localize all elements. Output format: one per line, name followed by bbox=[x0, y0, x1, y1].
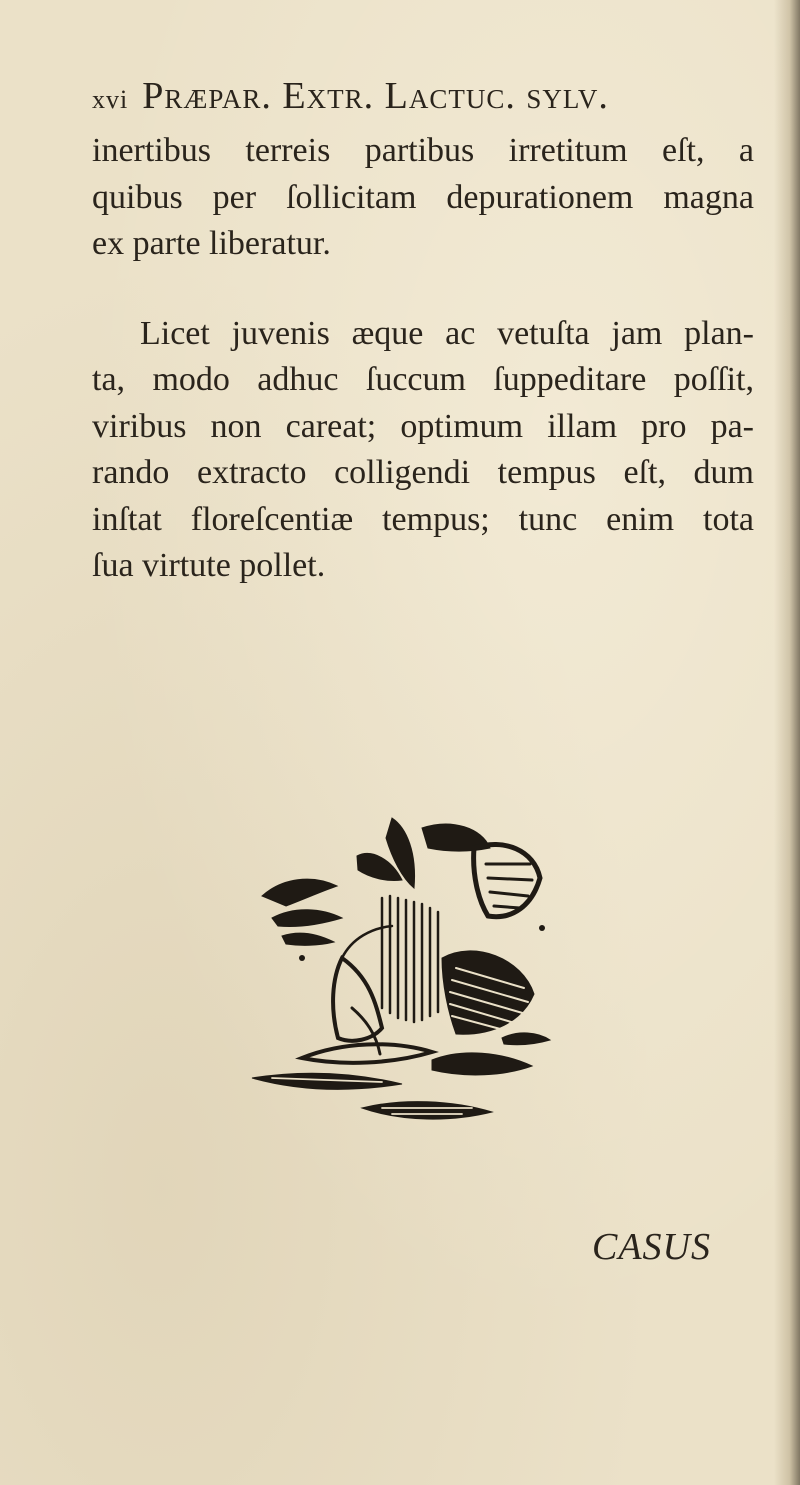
text-line: ta, modo adhuc ſuccum ſuppeditare poſſit, bbox=[92, 361, 754, 398]
text-line: ſua virtute pollet. bbox=[92, 547, 326, 584]
text-line: quibus per ſollicitam depurationem magna bbox=[92, 178, 754, 216]
text-line: ex parte liberatur. bbox=[92, 225, 331, 262]
page-number: xvi bbox=[92, 85, 129, 114]
text-line: viribus non careat; optimum illam pro pa- bbox=[92, 407, 754, 445]
floral-vignette-icon bbox=[242, 808, 562, 1138]
catchword: CASUS bbox=[592, 1226, 711, 1268]
text-line: rando extracto colligendi tempus eſt, dum bbox=[92, 454, 754, 491]
paragraph-1 bbox=[92, 128, 754, 268]
page-edge-shadow bbox=[774, 0, 800, 1485]
text-line: inſtat floreſcentiæ tempus; tunc enim tota bbox=[92, 500, 754, 538]
running-head: Præpar. Extr. Lactuc. sylv. bbox=[142, 75, 609, 117]
text-line: inertibus terreis partibus irretitum eſt, a bbox=[92, 132, 754, 169]
text-line: Licet juvenis æque ac vetuſta jam plan- bbox=[140, 314, 754, 352]
body-text bbox=[92, 128, 754, 590]
page-header bbox=[92, 74, 752, 117]
paragraph-2 bbox=[92, 311, 754, 590]
